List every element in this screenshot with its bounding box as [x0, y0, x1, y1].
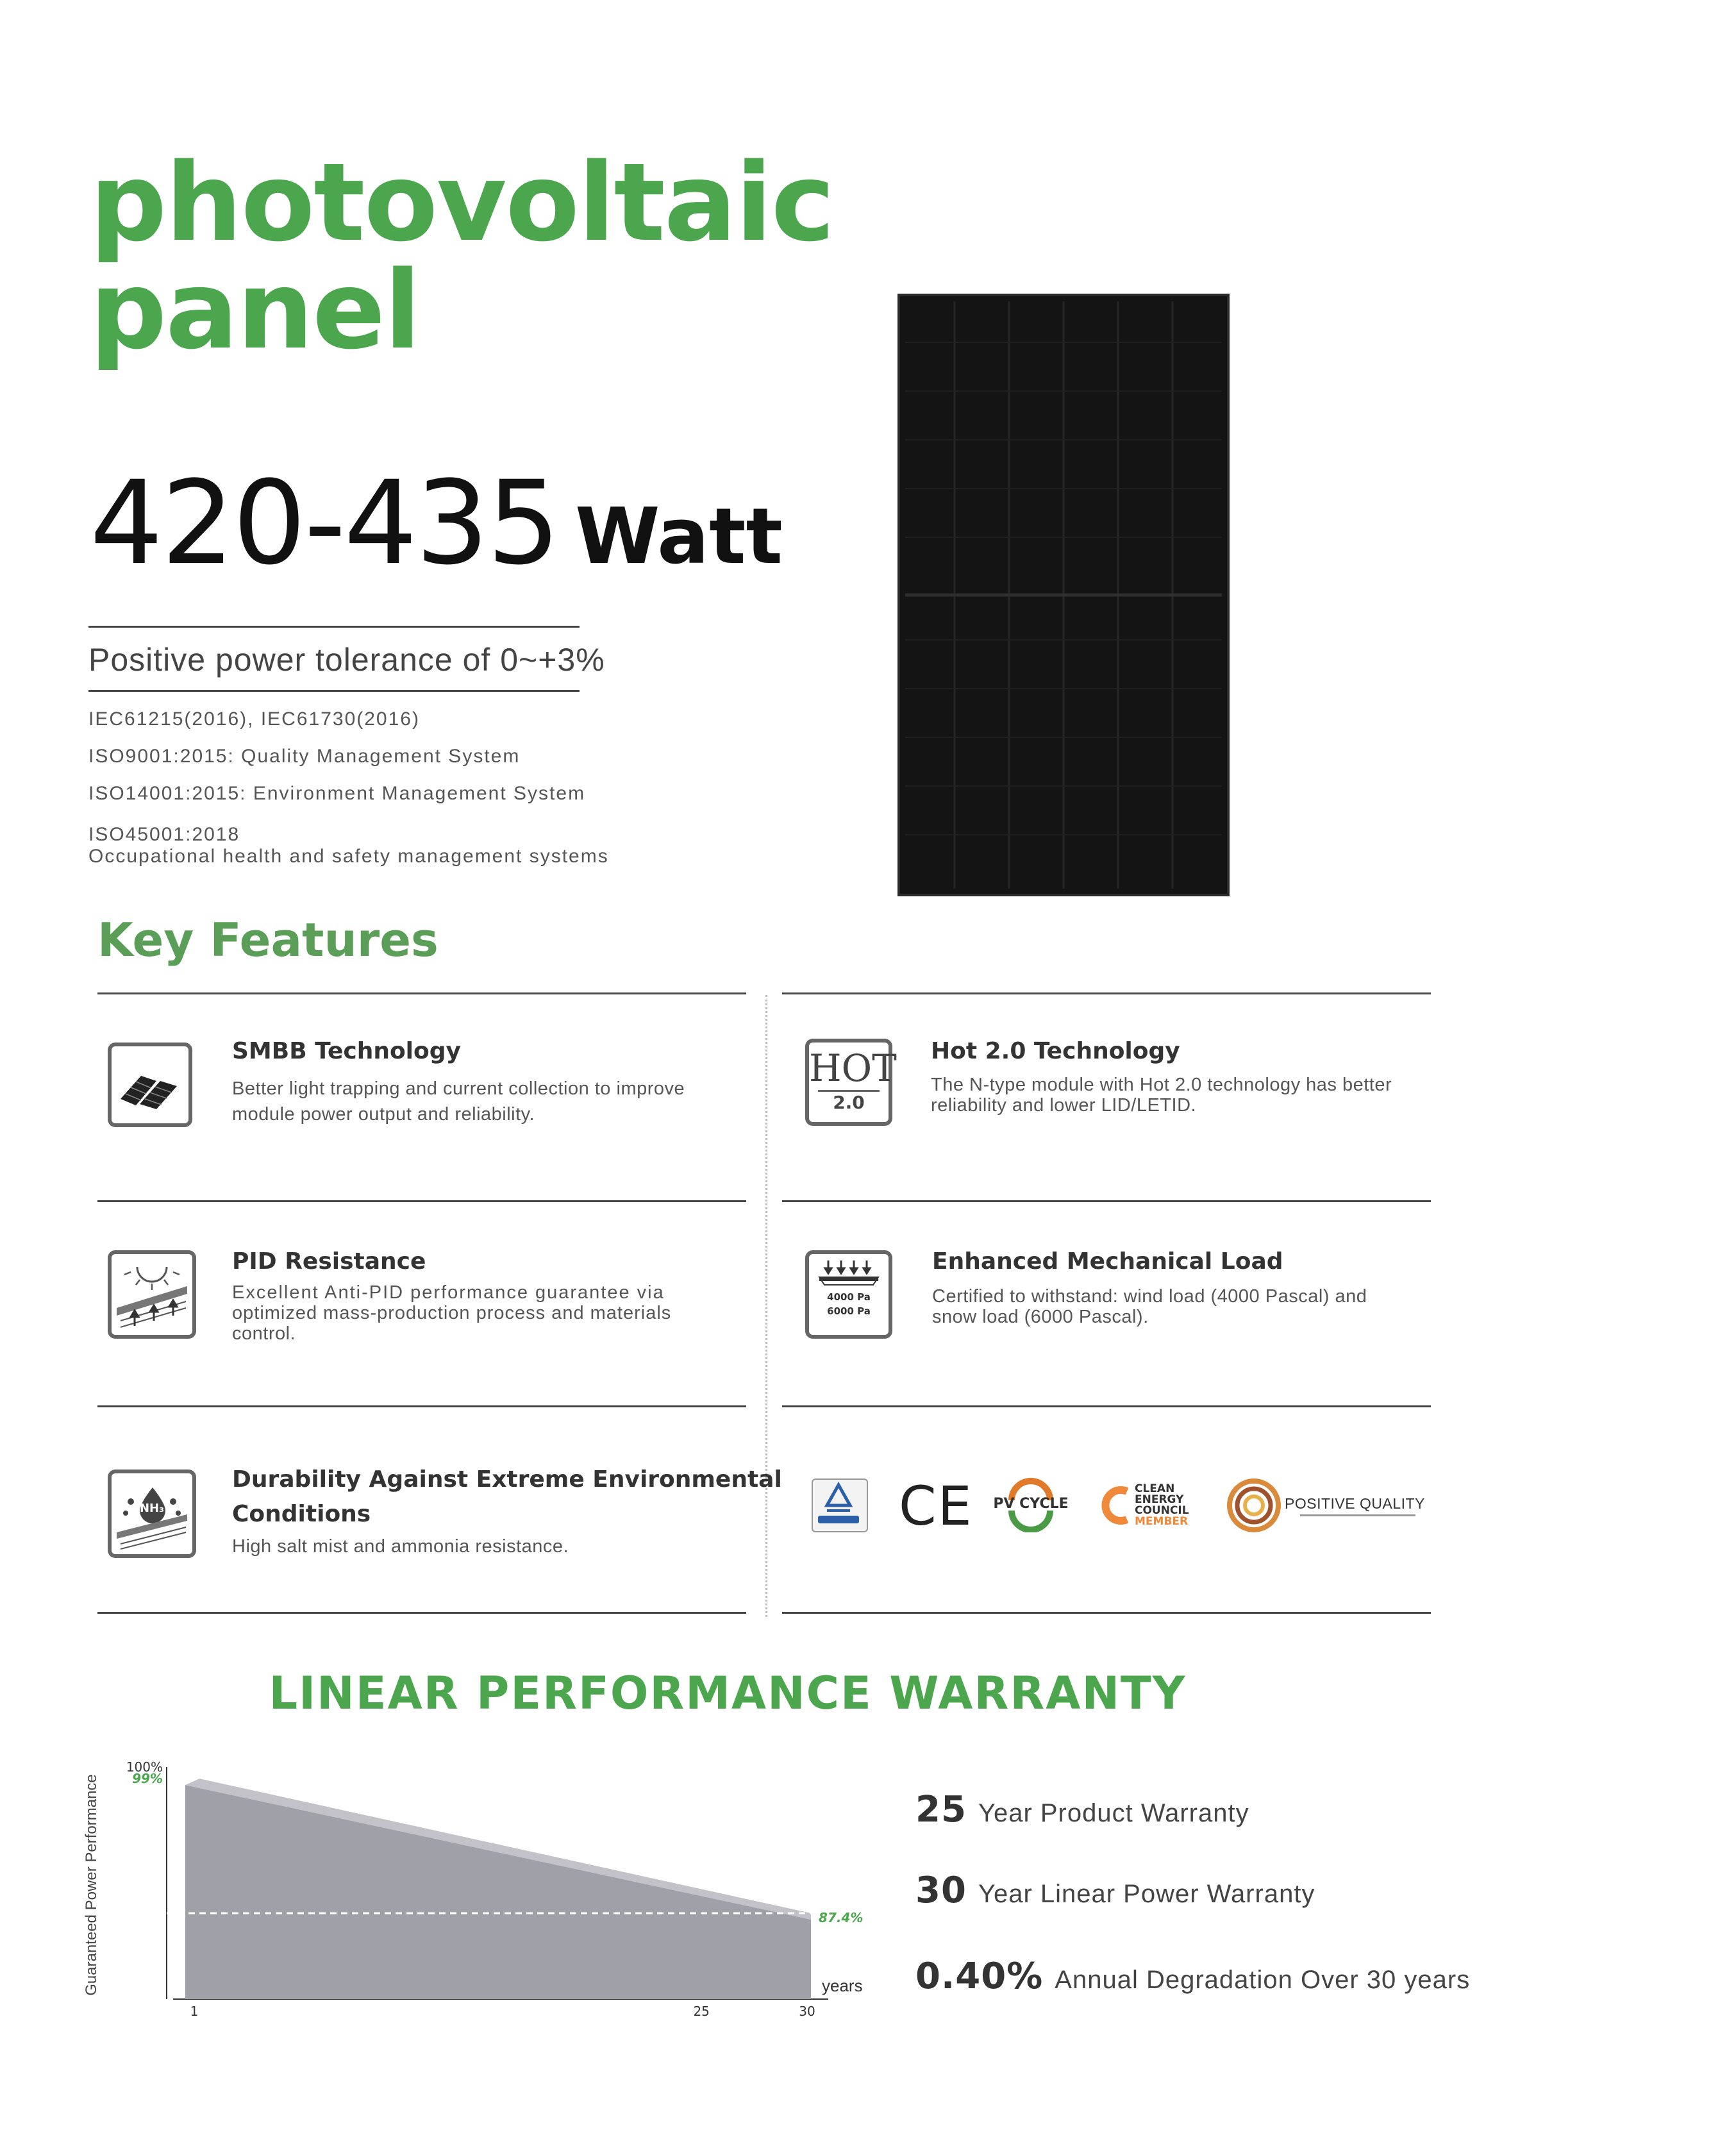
warranty-heading: LINEAR PERFORMANCE WARRANTY — [269, 1667, 1187, 1720]
cec-text: COUNCIL — [1135, 1504, 1189, 1517]
pid-resistance-icon — [108, 1250, 196, 1339]
cert-line: ISO9001:2015: Quality Management System — [88, 746, 521, 767]
y-tick-label: 100% — [126, 1759, 163, 1775]
divider — [88, 626, 580, 628]
product-warranty-text: Year Product Warranty — [978, 1799, 1249, 1827]
product-warranty — [915, 1789, 1249, 1830]
power-unit: Watt — [575, 492, 783, 582]
degradation-area — [185, 1785, 811, 1999]
divider — [97, 992, 746, 994]
divider — [88, 690, 580, 692]
tagline-line — [1300, 1514, 1415, 1516]
divider — [782, 1612, 1431, 1614]
y-tick-label: 99% — [132, 1771, 163, 1787]
warranty-chart — [78, 1750, 912, 2020]
power-warranty-text: Year Linear Power Warranty — [978, 1880, 1315, 1908]
feature-title: PID Resistance — [232, 1248, 426, 1275]
load-value: 6000 Pa — [827, 1305, 871, 1317]
annual-degradation — [915, 1956, 1470, 1997]
hot-icon-text: HOT — [809, 1046, 897, 1090]
cec-text: MEMBER — [1135, 1515, 1189, 1528]
x-tick-label: 1 — [190, 2004, 199, 2019]
positive-quality-text: POSITIVE QUALITY — [1285, 1495, 1425, 1512]
end-value-label: 87.4% — [819, 1910, 864, 1926]
solar-cells-icon — [108, 1043, 192, 1127]
divider — [782, 992, 1431, 994]
divider — [782, 1405, 1431, 1407]
title-line-1: photovoltaic — [90, 140, 834, 265]
feature-desc: Excellent Anti-PID performance guarantee via — [232, 1282, 665, 1303]
ammonia-resistance-icon — [108, 1470, 196, 1558]
product-warranty-years: 25 — [915, 1789, 967, 1830]
clean-energy-council-logo — [1098, 1478, 1203, 1532]
hot-2-icon — [805, 1039, 897, 1126]
feature-title: SMBB Technology — [232, 1038, 461, 1064]
product-title — [90, 140, 834, 373]
column-divider — [765, 995, 767, 1617]
cert-line: ISO45001:2018 — [88, 824, 240, 845]
nh3-label: NH₃ — [139, 1502, 164, 1515]
power-tolerance: Positive power tolerance of 0~+3% — [88, 642, 605, 678]
load-value: 4000 Pa — [827, 1291, 871, 1303]
annual-degradation-text: Annual Degradation Over 30 years — [1055, 1966, 1471, 1994]
feature-desc: snow load (6000 Pascal). — [932, 1307, 1149, 1327]
pv-cycle-text: PV CYCLE — [993, 1496, 1069, 1512]
power-warranty — [915, 1870, 1315, 1911]
cert-line: Occupational health and safety management systems — [88, 846, 609, 867]
feature-desc: optimized mass-production process and materials — [232, 1303, 672, 1323]
power-warranty-years: 30 — [915, 1870, 967, 1911]
feature-desc: High salt mist and ammonia resistance. — [232, 1536, 569, 1557]
solar-panel-image — [897, 294, 1230, 896]
positive-quality-logo — [1223, 1475, 1435, 1536]
divider — [97, 1612, 746, 1614]
x-tick-label: 25 — [693, 2004, 710, 2019]
divider — [97, 1405, 746, 1407]
key-features-heading: Key Features — [97, 913, 438, 967]
feature-desc: reliability and lower LID/LETID. — [931, 1095, 1197, 1116]
feature-title: Durability Against Extreme Environmental — [232, 1466, 782, 1493]
cec-text: CLEAN — [1135, 1482, 1175, 1495]
power-range: 420-435 — [90, 456, 559, 590]
feature-title: Enhanced Mechanical Load — [932, 1248, 1283, 1275]
pv-cycle-logo — [992, 1477, 1069, 1532]
cert-line: IEC61215(2016), IEC61730(2016) — [88, 708, 420, 730]
feature-title: Conditions — [232, 1501, 371, 1527]
feature-title: Hot 2.0 Technology — [931, 1038, 1180, 1064]
feature-desc: Certified to withstand: wind load (4000 Pascal) and — [932, 1286, 1367, 1307]
tuv-logo — [812, 1478, 868, 1532]
hot-icon-version: 2.0 — [833, 1092, 865, 1113]
divider — [97, 1200, 746, 1202]
divider — [782, 1200, 1431, 1202]
x-tick-label: 30 — [799, 2004, 815, 2019]
cert-line: ISO14001:2015: Environment Management System — [88, 783, 586, 804]
cec-text: ENERGY — [1135, 1493, 1184, 1506]
feature-desc: module power output and reliability. — [232, 1104, 535, 1125]
ce-mark: CE — [899, 1475, 973, 1537]
y-axis-label: Guaranteed Power Performance — [83, 1774, 100, 1996]
feature-desc: control. — [232, 1323, 296, 1344]
power-rating — [90, 456, 783, 590]
annual-degradation-value: 0.40% — [915, 1956, 1044, 1997]
feature-desc: Better light trapping and current collection to improve — [232, 1078, 685, 1099]
x-axis-label: years — [822, 1976, 863, 1995]
title-line-2: panel — [90, 247, 420, 373]
feature-desc: The N-type module with Hot 2.0 technology has better — [931, 1075, 1392, 1095]
mechanical-load-icon — [805, 1250, 892, 1339]
